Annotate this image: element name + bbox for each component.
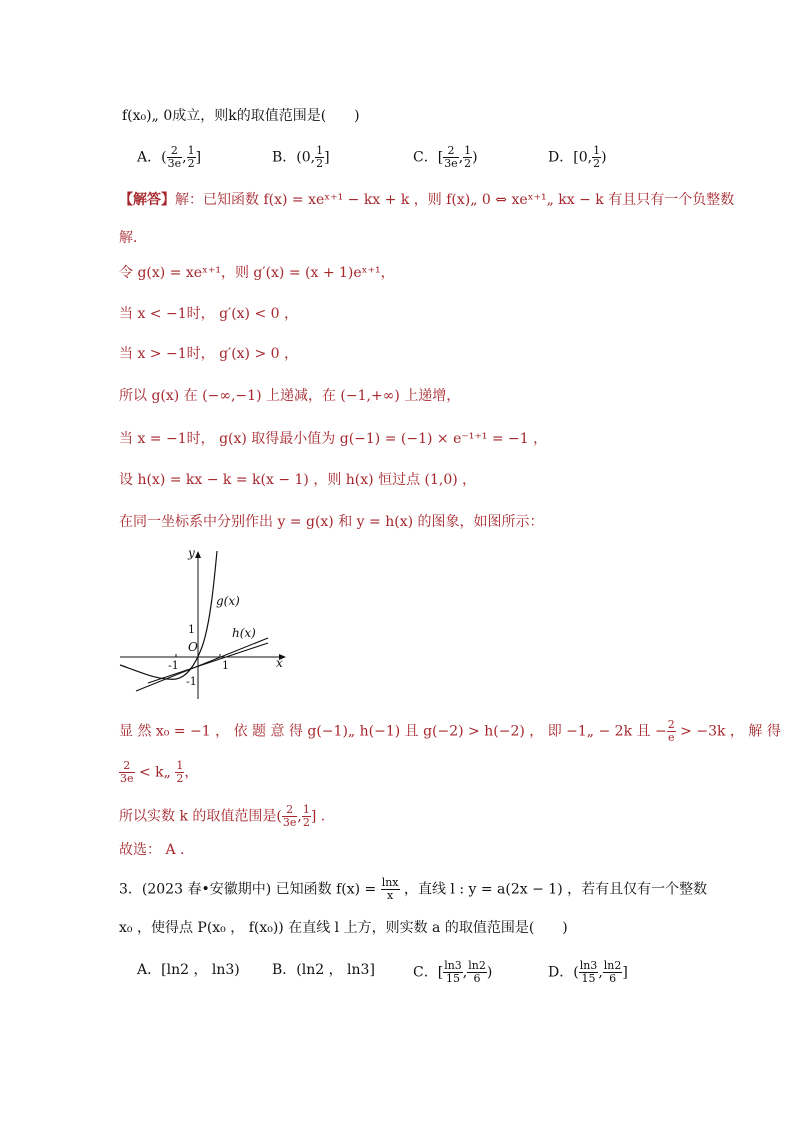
g-label: g(x) <box>216 594 240 608</box>
q3-option-d: D．( $\frac{\ln 3}{15}$ , $\frac{\ln 2}{6}$ ] <box>548 959 628 985</box>
solution-answer: 故选： A . <box>119 842 185 858</box>
q3-option-c: C．[ $\frac{\ln 3}{15}$ , $\frac{\ln 2}{6}$ ) <box>413 959 493 985</box>
h-label: h(x) <box>232 626 256 640</box>
q3-option-b: B．(ln2 ， ln3] <box>272 962 375 978</box>
solution-line-12: 所以实数 k 的取值范围是( $\frac{2}{3e}$ , $\frac{1}{2}$ ] . <box>119 803 326 829</box>
y-axis-label: y <box>188 546 195 560</box>
x-axis-label: x <box>276 656 283 670</box>
solution-line-8: 设 h(x) = kx − k = k(x − 1) ，则 h(x) 恒过点 (1,0) ， <box>119 472 477 488</box>
solution-line-2: 解． <box>119 230 147 246</box>
option-a: A．( $\frac{2}{3e}$ , $\frac{1}{2}$ ] <box>137 144 202 170</box>
tick-label-x-pos: 1 <box>222 659 229 672</box>
question-3-line-2: x₀ ，使得点 P(x₀ ， f(x₀)) 在直线 l 上方，则实数 a 的取值范围是( ) <box>119 920 568 936</box>
tick-label-y-neg: -1 <box>186 675 197 688</box>
function-graph <box>118 543 294 705</box>
option-b: B．(0, $\frac{1}{2}$ ] <box>272 144 330 170</box>
origin-label: O <box>188 640 198 654</box>
tick-label-x-neg: -1 <box>168 659 179 672</box>
solution-line-3: 令 g(x) = xeˣ⁺¹，则 g′(x) = (x + 1)eˣ⁺¹， <box>119 265 395 281</box>
solution-tag: 【解答】 <box>119 192 175 208</box>
solution-line-7: 当 x = −1时， g(x) 取得最小值为 g(−1) = (−1) × e⁻¹⁺¹ = −1 ， <box>119 431 548 447</box>
solution-line-11: $\frac{2}{3e}$ < k„ $\frac{1}{2}$ ， <box>120 759 199 785</box>
solution-line-5: 当 x > −1时， g′(x) > 0 ， <box>119 346 299 362</box>
option-d: D．[0, $\frac{1}{2}$ ) <box>548 144 607 170</box>
solution-line-1: 【解答】解：已知函数 f(x) = xeˣ⁺¹ − kx + k ，则 f(x)„ 0 ⇔ xeˣ⁺¹„ kx − k 有且只有一个负整数 <box>119 192 735 208</box>
solution-line-9: 在同一坐标系中分别作出 y = g(x) 和 y = h(x) 的图象，如图所示： <box>119 514 544 530</box>
q3-option-a: A．[ln2 ， ln3) <box>137 962 240 978</box>
option-c: C．[ $\frac{2}{3e}$ , $\frac{1}{2}$ ) <box>413 144 478 170</box>
h-line-2 <box>148 643 268 683</box>
y-axis-arrow <box>195 551 201 558</box>
tick-label-y-pos: 1 <box>188 623 195 636</box>
question-3-line-1: 3．(2023 春•安徽期中) 已知函数 f(x) = $\frac{\ln x}{x}$ ，直线 l : y = a(2x − 1) ，若有且仅有一个整数 <box>119 876 708 902</box>
solution-line-6: 所以 g(x) 在 (−∞,−1) 上递减，在 (−1,+∞) 上递增， <box>119 388 461 404</box>
solution-line-4: 当 x < −1时， g′(x) < 0 ， <box>119 306 299 322</box>
question-stem-tail: f(x₀)„ 0成立，则k的取值范围是( ) <box>122 108 360 124</box>
solution-line-10: 显 然 x₀ = −1 ， 依 题 意 得 g(−1)„ h(−1) 且 g(−2) > h(−2) ， 即 −1„ − 2k 且 − $\frac{2}{e}$ > −3k ， 解 得 <box>119 718 781 744</box>
